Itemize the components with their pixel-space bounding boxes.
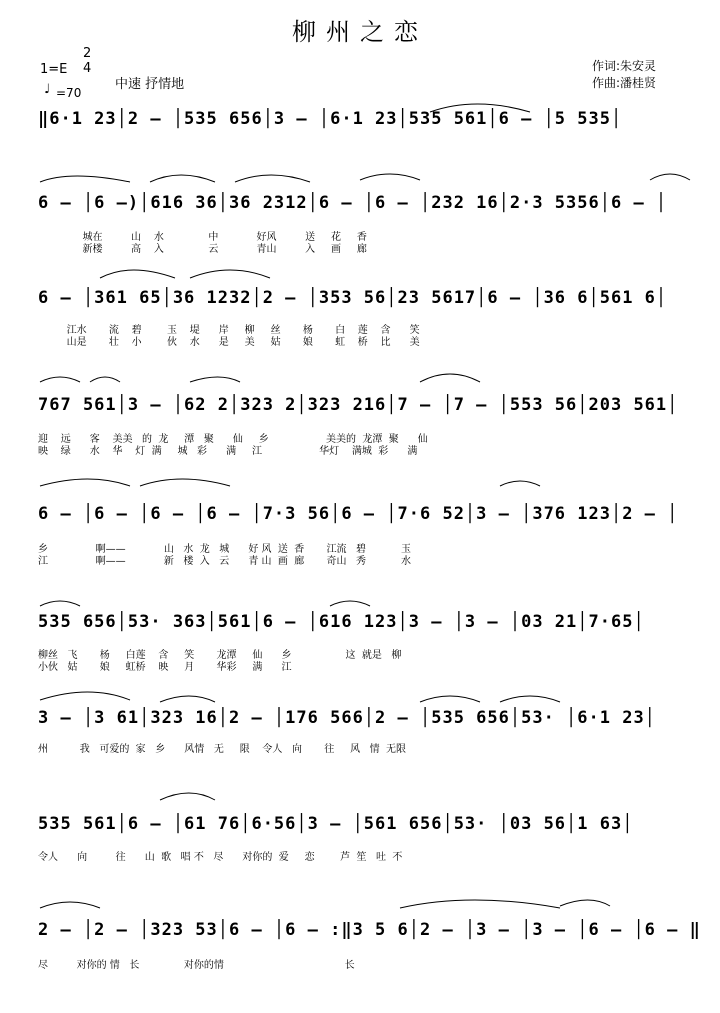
- key-signature: 1=E: [40, 62, 68, 77]
- score-line-4: 767 561│3 – │62 2│323 2│323 216│7 – │7 – │553 56│203 561│: [38, 395, 679, 415]
- time-signature-top: 2: [83, 46, 92, 61]
- score-line-1: ‖6·1 23│2 – │535 656│3 – │6·1 23│535 561│6 – │5 535│: [38, 109, 623, 129]
- lyrics-line-2-verse-1: 城在 山 水 中 好风 送 花 香: [38, 232, 367, 243]
- lyrics-line-8: 令人 向 往 山 歌 唱 不 尽 对你的 爱 恋 芦 笙 吐 不: [38, 852, 403, 863]
- composer: 作曲:潘桂贤: [592, 76, 657, 90]
- lyrics-line-5-verse-2: 江 啊—— 新 楼 入 云 青 山 画 廊 奇山 秀 水: [38, 556, 411, 567]
- time-signature-bottom: 4: [83, 61, 92, 76]
- score-line-8: 535 561│6 – │61 76│6·56│3 – │561 656│53· │03 56│1 63│: [38, 814, 634, 834]
- lyrics-line-7: 州 我 可爱的 家 乡 风情 无 限 令人 向 往 风 情 无限: [38, 744, 407, 755]
- lyrics-line-5-verse-1: 乡 啊—— 山 水 龙 城 好 风 送 香 江流 碧 玉: [38, 544, 411, 555]
- lyrics-line-4-verse-2: 映 绿 水 华 灯 满 城 彩 满 江 华灯 满城 彩 满: [38, 446, 418, 457]
- score-line-6: 535 656│53· 363│561│6 – │616 123│3 – │3 – │03 21│7·65│: [38, 612, 645, 632]
- lyrics-line-3-verse-1: 江水 流 碧 玉 堤 岸 柳 丝 杨 白 莲 含 笑: [38, 325, 420, 336]
- quarter-note-icon: ♩: [44, 82, 51, 97]
- lyrics-line-6-verse-2: 小伙 姑 娘 虹桥 映 月 华彩 满 江: [38, 662, 292, 673]
- score-line-7: 3 – │3 61│323 16│2 – │176 566│2 – │535 656│53· │6·1 23│: [38, 708, 656, 728]
- lyrics-line-9: 尽 对你的 情 长 对你的情 长: [38, 960, 355, 971]
- lyricist: 作词:朱安灵: [592, 59, 657, 73]
- score-line-2: 6 – │6 –)│616 36│36 2312│6 – │6 – │232 16│2·3 5356│6 – │: [38, 193, 668, 213]
- lyrics-line-2-verse-2: 新楼 高 入 云 青山 入 画 廊: [38, 244, 367, 255]
- score-line-5: 6 – │6 – │6 – │6 – │7·3 56│6 – │7·6 52│3 – │376 123│2 – │: [38, 504, 679, 524]
- score-line-3: 6 – │361 65│36 1232│2 – │353 56│23 5617│6 – │36 6│561 6│: [38, 288, 668, 308]
- lyrics-line-3-verse-2: 山是 壮 小 伙 水 是 美 姑 娘 虹 桥 比 美: [38, 337, 420, 348]
- lyrics-line-4-verse-1: 迎 远 客 美美 的 龙 潭 聚 仙 乡 美美的 龙潭 聚 仙: [38, 434, 428, 445]
- tempo-value: =70: [56, 86, 82, 100]
- page-title: 柳州之恋: [292, 18, 428, 46]
- expression-mark: 中速 抒情地: [115, 77, 185, 92]
- lyrics-line-6-verse-1: 柳丝 飞 杨 白莲 含 笑 龙潭 仙 乡 这 就是 柳: [38, 650, 402, 661]
- score-line-9: 2 – │2 – │323 53│6 – │6 – :‖3 5 6│2 – │3 – │3 – │6 – │6 – ‖: [38, 920, 701, 940]
